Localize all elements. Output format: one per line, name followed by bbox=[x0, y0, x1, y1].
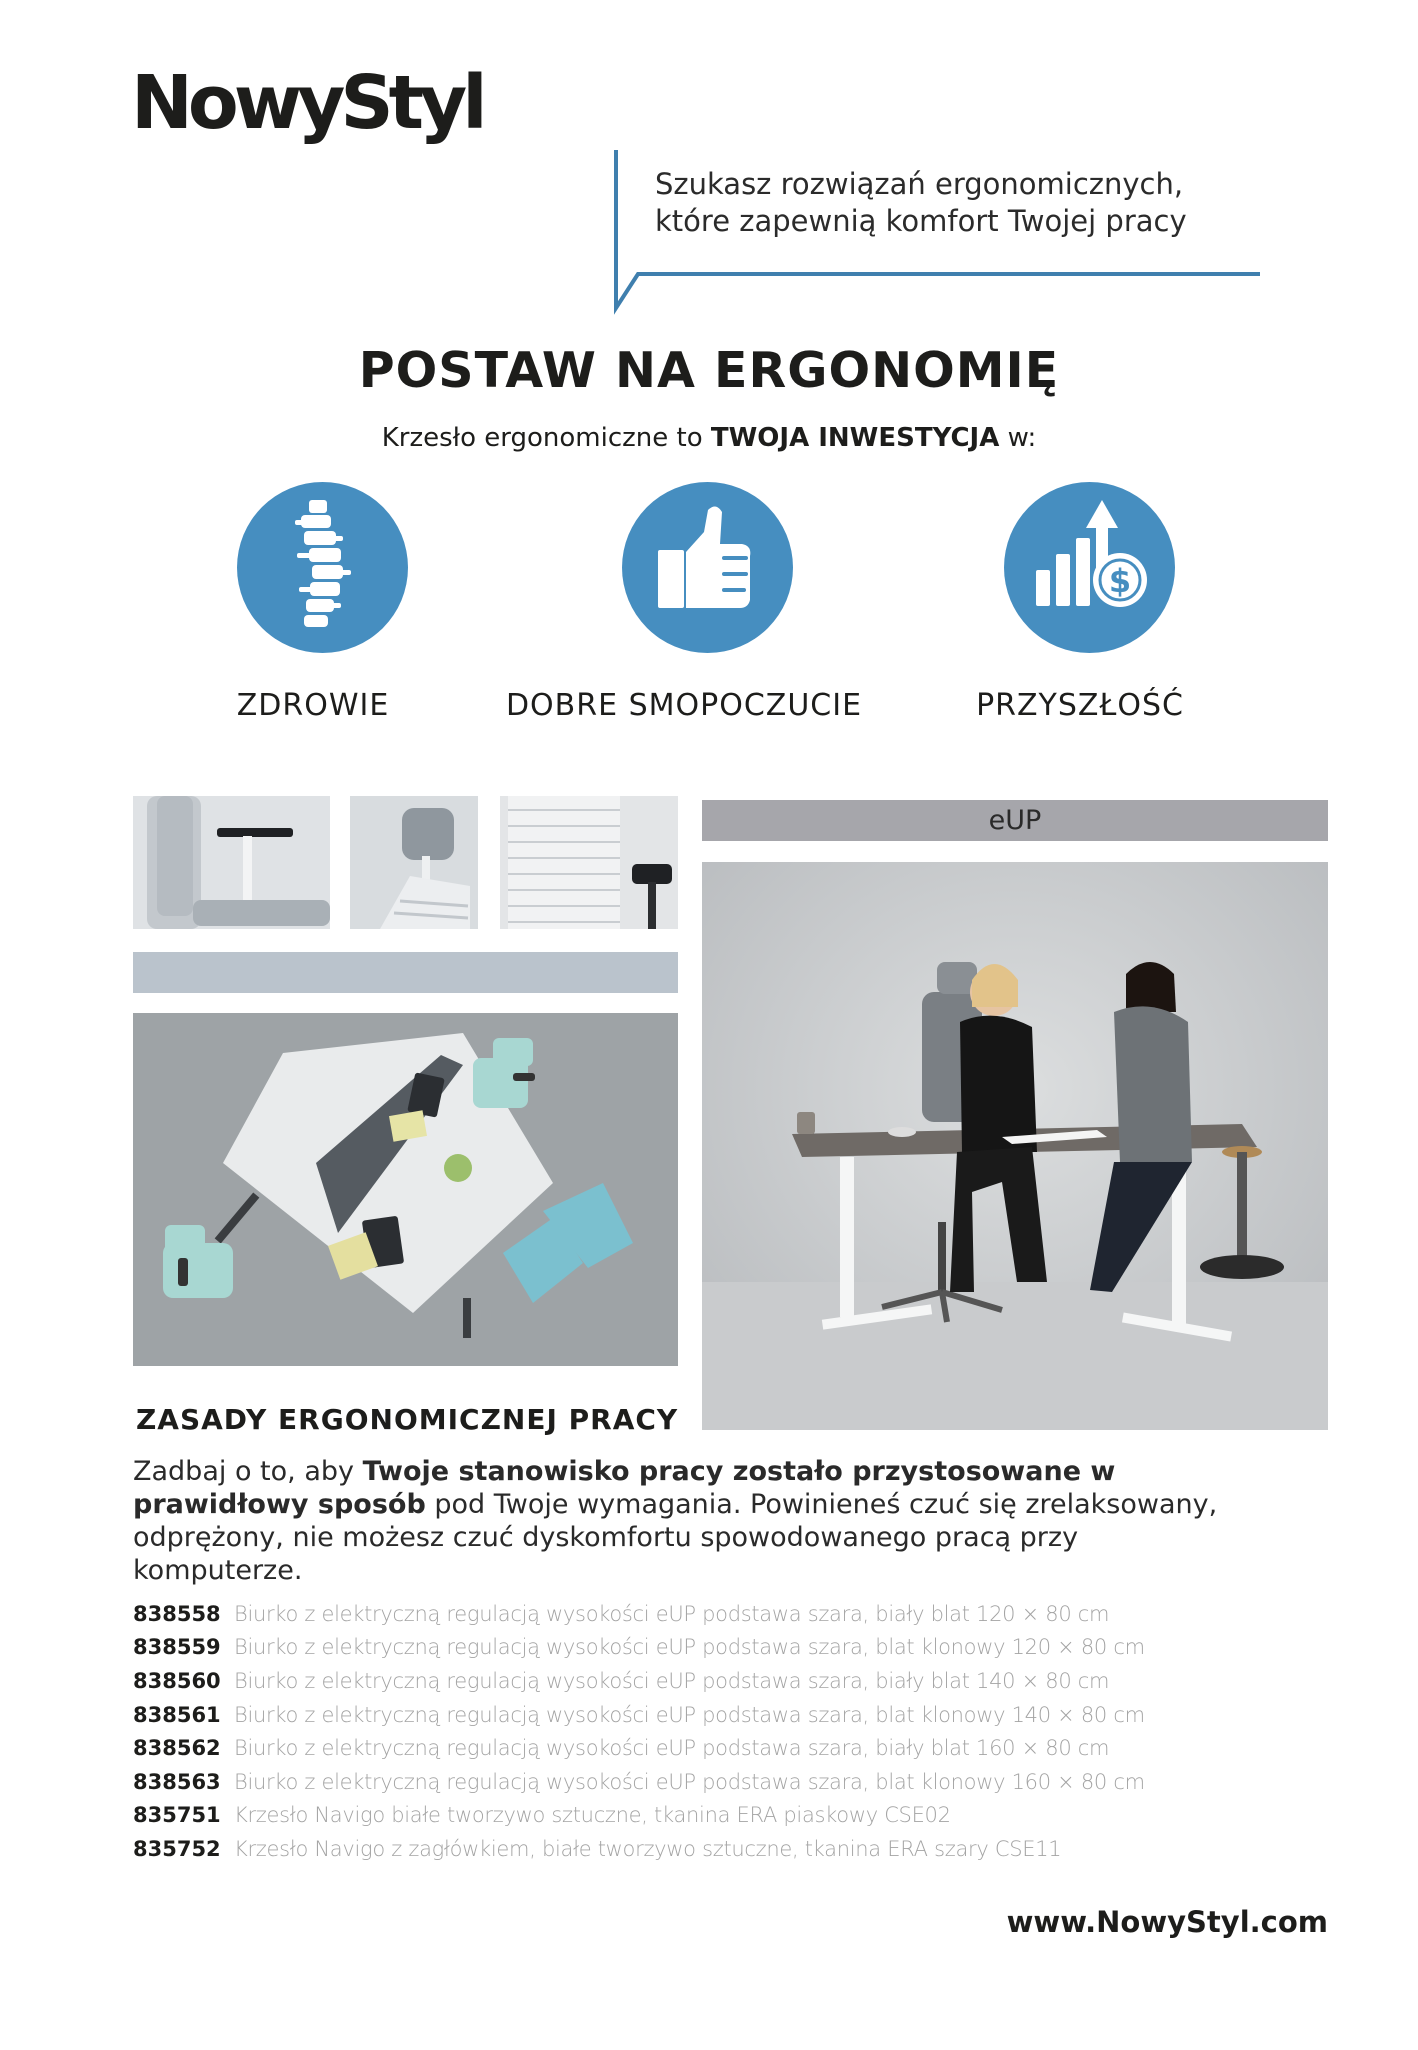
product-code: 838559 bbox=[133, 1635, 221, 1660]
product-name-banner: eUP bbox=[702, 800, 1328, 841]
office-desks-topdown-photo bbox=[133, 1013, 678, 1366]
intro-question bbox=[655, 166, 1187, 240]
product-row bbox=[133, 1799, 1313, 1833]
chair-back-mesh-photo bbox=[500, 796, 678, 929]
benefit-future bbox=[1004, 482, 1175, 653]
product-code: 835752 bbox=[133, 1836, 221, 1861]
product-description: Biurko z elektryczną regulacją wysokości eUP podstawa szara, blat klonowy 160 × 80 cm bbox=[234, 1769, 1145, 1794]
subheadline-text: Krzesło ergonomiczne to bbox=[381, 423, 711, 453]
product-description: Biurko z elektryczną regulacją wysokości eUP podstawa szara, biały blat 140 × 80 cm bbox=[234, 1668, 1110, 1693]
product-row bbox=[133, 1731, 1313, 1765]
body-paragraph bbox=[133, 1455, 1253, 1587]
subheadline bbox=[0, 423, 1418, 453]
benefit-health bbox=[237, 482, 408, 653]
website-link[interactable]: www.NowyStyl.com bbox=[1006, 1905, 1328, 1939]
benefit-label-future: PRZYSZŁOŚĆ bbox=[976, 688, 1184, 723]
product-list bbox=[133, 1597, 1313, 1866]
product-row bbox=[133, 1765, 1313, 1799]
product-code: 835751 bbox=[133, 1803, 221, 1828]
subheadline-emphasis: TWOJA INWESTYCJA bbox=[710, 423, 1000, 453]
brand-logo: NowyStyl bbox=[131, 60, 483, 146]
eup-desk-women-photo bbox=[702, 862, 1328, 1430]
body-text-part2: pod Twoje wymagania. Powinieneś czuć się zrelaksowany, odprężony, nie możesz czuć dyskomfortu spowodowanego pracą przy komputerze. bbox=[133, 1489, 1218, 1586]
body-text-part1: Zadbaj o to, aby bbox=[133, 1456, 363, 1487]
product-row bbox=[133, 1832, 1313, 1866]
benefit-label-health: ZDROWIE bbox=[236, 688, 390, 723]
benefit-wellbeing bbox=[622, 482, 793, 653]
product-row bbox=[133, 1698, 1313, 1732]
product-row bbox=[133, 1597, 1313, 1631]
grey-separator-bar bbox=[133, 952, 678, 993]
page-headline: POSTAW NA ERGONOMIĘ bbox=[358, 342, 1060, 399]
product-description: Krzesło Navigo białe tworzywo sztuczne, tkanina ERA piaskowy CSE02 bbox=[234, 1803, 951, 1828]
product-description: Krzesło Navigo z zagłówkiem, białe tworzywo sztuczne, tkanina ERA szary CSE11 bbox=[234, 1836, 1062, 1861]
intro-question-line1: Szukasz rozwiązań ergonomicznych, bbox=[655, 167, 1184, 201]
product-description: Biurko z elektryczną regulacją wysokości eUP podstawa szara, biały blat 120 × 80 cm bbox=[234, 1601, 1110, 1626]
product-code: 838562 bbox=[133, 1736, 221, 1761]
spine-icon bbox=[237, 482, 408, 653]
body-text-emphasis: Twoje stanowisko pracy zostało przystosowane w prawidłowy sposób bbox=[133, 1456, 1116, 1520]
product-description: Biurko z elektryczną regulacją wysokości eUP podstawa szara, blat klonowy 140 × 80 cm bbox=[234, 1702, 1145, 1727]
growth-dollar-icon bbox=[1004, 482, 1175, 653]
intro-question-line2: które zapewnią komfort Twojej pracy bbox=[655, 204, 1187, 238]
product-description: Biurko z elektryczną regulacją wysokości eUP podstawa szara, blat klonowy 120 × 80 cm bbox=[234, 1635, 1145, 1660]
product-code: 838560 bbox=[133, 1668, 221, 1693]
product-row bbox=[133, 1664, 1313, 1698]
chair-armrest-photo bbox=[133, 796, 330, 929]
benefit-label-wellbeing: DOBRE SMOPOCZUCIE bbox=[505, 688, 863, 723]
chair-headrest-photo bbox=[350, 796, 478, 929]
section-title: ZASADY ERGONOMICZNEJ PRACY bbox=[136, 1403, 679, 1436]
subheadline-suffix: w: bbox=[999, 423, 1037, 453]
product-description: Biurko z elektryczną regulacją wysokości eUP podstawa szara, biały blat 160 × 80 cm bbox=[234, 1736, 1110, 1761]
svg-text:$: $ bbox=[1108, 562, 1132, 600]
product-code: 838558 bbox=[133, 1601, 221, 1626]
product-code: 838561 bbox=[133, 1702, 221, 1727]
product-row bbox=[133, 1631, 1313, 1665]
product-code: 838563 bbox=[133, 1769, 221, 1794]
thumbs-up-icon bbox=[622, 482, 793, 653]
